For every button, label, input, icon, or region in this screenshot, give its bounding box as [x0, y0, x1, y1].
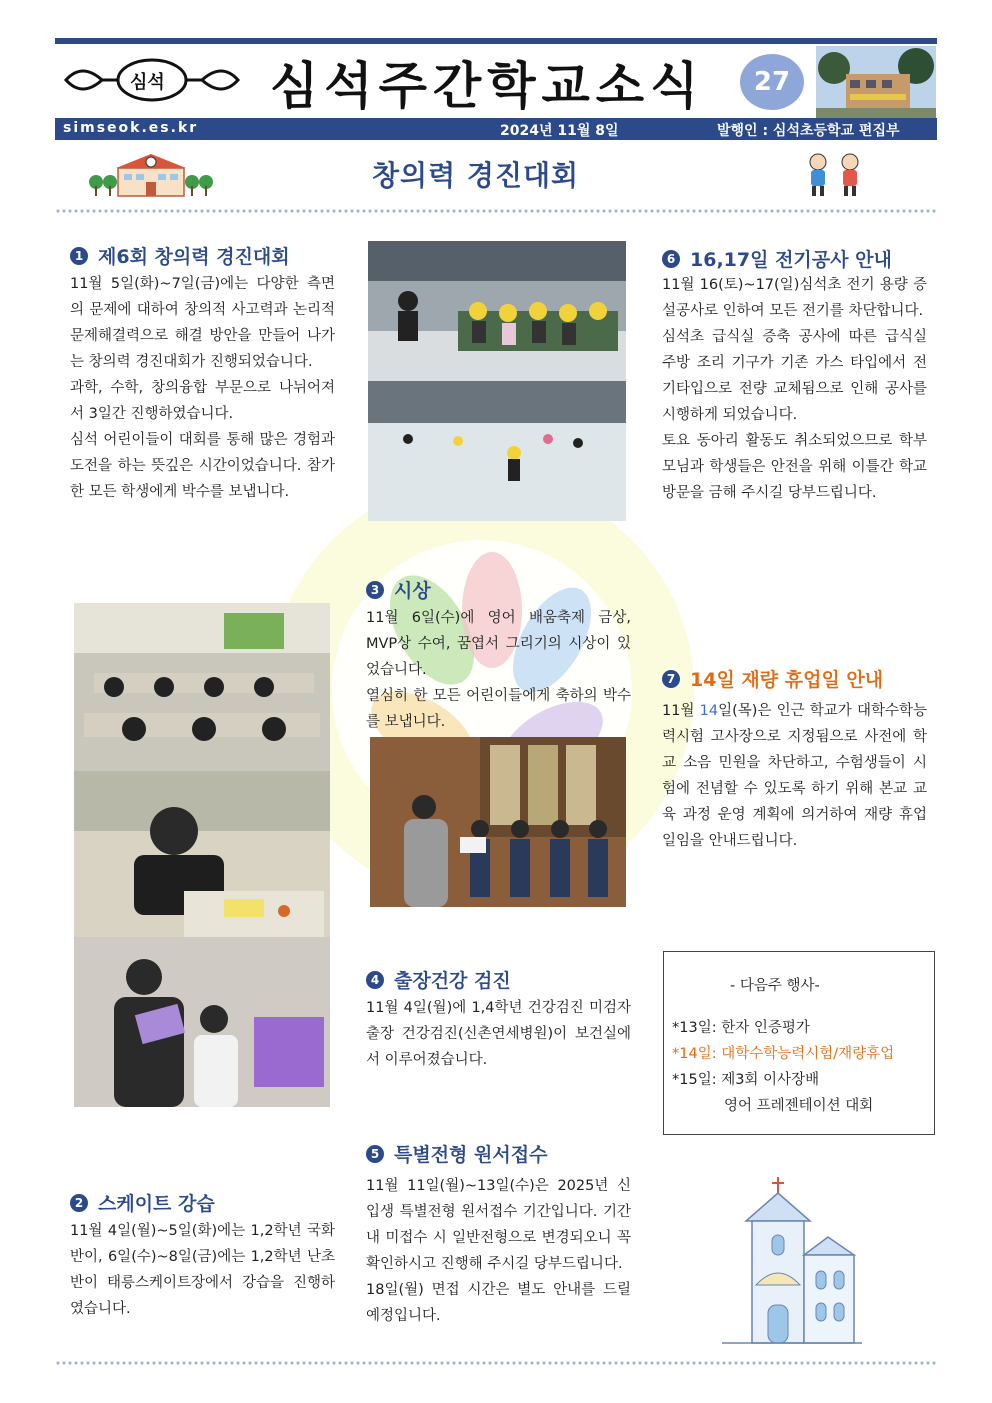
church-illustration	[722, 1175, 862, 1350]
teacher-student-photo	[74, 937, 330, 1107]
next-week-item: 영어 프레젠테이션 대회	[724, 1098, 874, 1114]
section-3-heading: 시상	[394, 580, 431, 602]
section-7-heading: 14일 재량 휴업일 안내	[690, 669, 884, 691]
section-2-title	[70, 1189, 215, 1216]
section-5-heading: 특별전형 원서접수	[394, 1144, 548, 1166]
school-building-photo	[816, 46, 936, 118]
section-5-title	[366, 1140, 547, 1167]
info-bar	[55, 118, 937, 140]
section-1-paragraph: 11월 5일(화)~7일(금)에는 다양한 측면의 문제에 대하여 창의적 사고력과 논리적 문제해결력으로 해결 방안을 만들어 나가는 창의력 경진대회가 진행되었습니다.	[70, 276, 335, 370]
section-6-number: 6	[662, 250, 680, 268]
section-2-body	[70, 1218, 335, 1322]
section-2-heading: 스케이트 강습	[98, 1193, 215, 1215]
section-3-paragraph: 11월 6일(수)에 영어 배움축제 금상, MVP상 수여, 꿈엽서 그리기의 시상이 있었습니다.	[366, 610, 631, 678]
kids-icon	[800, 150, 870, 200]
section-3-paragraph: 열심히 한 모든 어린이들에게 축하의 박수를 보냅니다.	[366, 688, 631, 730]
section-6-body	[662, 272, 927, 506]
section-7-paragraph	[662, 698, 927, 854]
skating-lesson-photo-2	[368, 381, 626, 521]
publisher: 발행인 : 심석초등학교 편집부	[717, 123, 900, 139]
section-7-text-highlight: 14	[699, 703, 719, 719]
section-3-body	[366, 605, 631, 735]
award-ceremony-photo	[370, 737, 626, 907]
website-url: simseok.es.kr	[63, 120, 199, 136]
section-1-body	[70, 271, 335, 505]
section-5-number: 5	[366, 1145, 384, 1163]
next-week-heading: - 다음주 행사-	[730, 978, 820, 994]
section-1-number: 1	[70, 247, 88, 265]
section-7-text-pre: 11월	[662, 703, 700, 719]
section-4-title	[366, 966, 511, 993]
contest-classroom-photo	[74, 603, 330, 771]
section-2-paragraph: 11월 4일(월)~5일(화)에는 1,2학년 국화반이, 6일(수)~8일(금)에는 1,2학년 난초반이 태릉스케이트장에서 강습을 진행하였습니다.	[70, 1223, 335, 1317]
next-week-item: *13일: 한자 인증평가	[672, 1020, 810, 1036]
school-building-icon	[86, 148, 216, 198]
next-week-item: *14일: 대학수학능력시험/재량휴업	[672, 1046, 895, 1062]
section-4-number: 4	[366, 971, 384, 989]
section-6-title	[662, 245, 892, 272]
section-6-paragraph: 심석초 급식실 증축 공사에 따른 급식실 주방 조리 기구가 기존 가스 타입에서 전기타입으로 전량 교체됨으로 인해 공사를 시행하게 되었습니다.	[662, 329, 927, 423]
section-6-heading: 16,17일 전기공사 안내	[690, 249, 892, 271]
divider-bottom	[55, 1360, 937, 1366]
section-7-body	[662, 698, 927, 854]
section-3-title	[366, 576, 431, 603]
section-1-paragraph: 과학, 수학, 창의융합 부문으로 나뉘어져서 3일간 진행하였습니다.	[70, 380, 335, 422]
section-7-title	[662, 665, 883, 692]
divider-top	[55, 208, 937, 214]
student-building-model-photo	[74, 771, 330, 937]
section-1-title	[70, 242, 290, 269]
school-logo	[62, 52, 242, 108]
next-week-item: *15일: 제3회 이사장배	[672, 1072, 820, 1088]
section-1-heading: 제6회 창의력 경진대회	[98, 246, 290, 268]
section-5-paragraph: 11월 11일(월)~13일(수)은 2025년 신입생 특별전형 원서접수 기간입니다. 기간 내 미접수 시 일반전형으로 변경되오니 꼭 확인하시고 진행해 주시길 당부드립니다.	[366, 1178, 631, 1272]
top-rule	[55, 38, 937, 44]
section-1-paragraph: 심석 어린이들이 대회를 통해 많은 경험과 도전을 하는 뜻깊은 시간이었습니다. 참가한 모든 학생에게 박수를 보냅니다.	[70, 432, 335, 500]
section-4-heading: 출장건강 검진	[394, 970, 511, 992]
section-3-number: 3	[366, 581, 384, 599]
issue-number-badge: 27	[740, 54, 804, 110]
page-subtitle: 창의력 경진대회	[372, 159, 580, 192]
section-2-number: 2	[70, 1194, 88, 1212]
section-5-body	[366, 1173, 631, 1329]
section-7-number: 7	[662, 670, 680, 688]
section-7-text-post: 일(목)은 인근 학교가 대학수학능력시험 고사장으로 지정됨으로 사전에 학교 소음 민원을 차단하고, 수험생들이 시험에 전념할 수 있도록 하기 위해 본교 교육 과정 운영 계획에 의거하여 재량 휴업일임을 안내드립니다.	[662, 703, 928, 849]
skating-lesson-photo-1	[368, 241, 626, 381]
newsletter-title: 심석주간학교소식	[270, 57, 705, 115]
logo-text: 심석	[130, 72, 165, 93]
section-6-paragraph: 11월 16(토)~17(일)심석초 전기 용량 증설공사로 인하여 모든 전기를 차단합니다.	[662, 277, 927, 319]
section-5-paragraph: 18일(월) 면접 시간은 별도 안내를 드릴 예정입니다.	[366, 1282, 631, 1324]
publication-date: 2024년 11월 8일	[500, 123, 619, 139]
next-week-events-box	[663, 951, 935, 1135]
section-6-paragraph: 토요 동아리 활동도 취소되었으므로 학부모님과 학생들은 안전을 위해 이틀간 학교 방문을 금해 주시길 당부드립니다.	[662, 433, 927, 501]
section-4-paragraph: 11월 4일(월)에 1,4학년 건강검진 미검자 출장 건강검진(신촌연세병원)이 보건실에서 이루어졌습니다.	[366, 1000, 631, 1068]
section-4-body	[366, 995, 631, 1073]
